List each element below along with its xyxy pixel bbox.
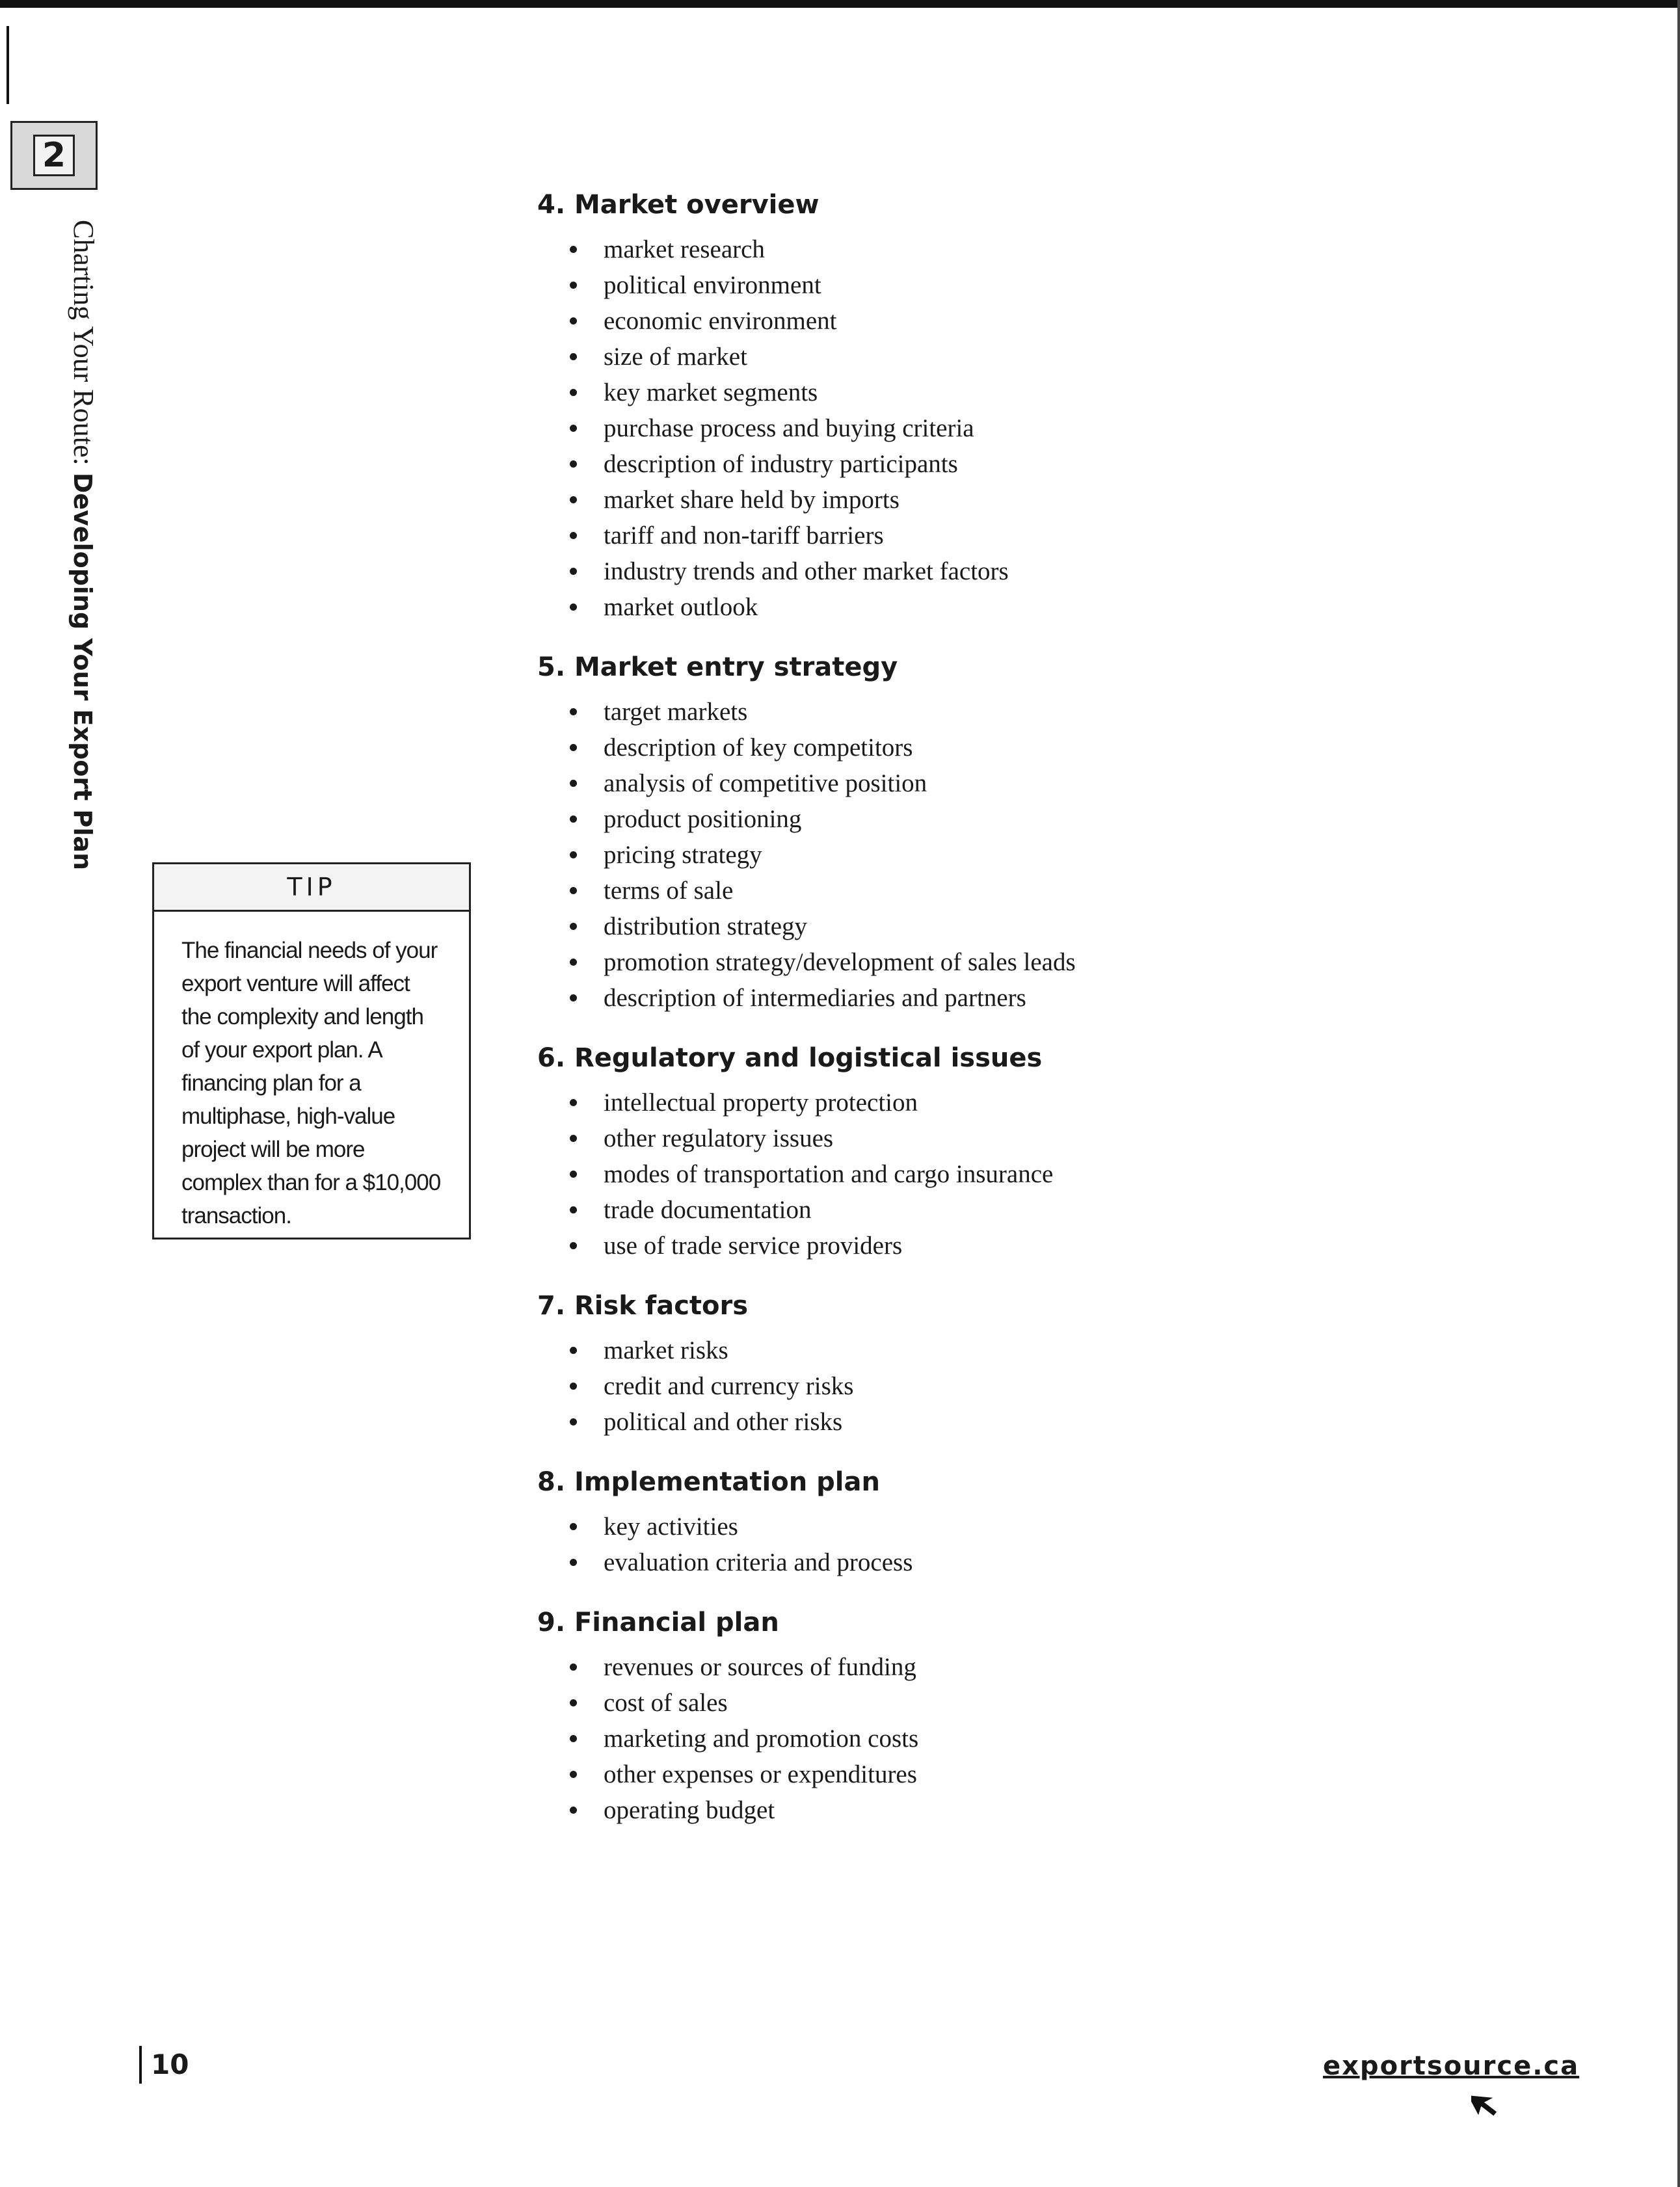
bullet-icon [570, 1171, 577, 1178]
list-item [570, 303, 1578, 339]
bullet-icon [570, 496, 577, 503]
bullet-list [537, 1649, 1578, 1828]
list-item [570, 232, 1578, 267]
list-item-text: modes of transportation and cargo insurance [604, 1160, 1054, 1188]
list-item-text: industry trends and other market factors [604, 557, 1009, 585]
bullet-icon [570, 1735, 577, 1742]
bullet-icon [570, 1099, 577, 1106]
bullet-icon [570, 815, 577, 823]
tip-body: The financial needs of your export venture will affect the complexity and length of your export plan. A financing plan for a multiphase, high-value project will be more complex than for a $10,000 transaction. [181, 938, 441, 1228]
list-item [570, 694, 1578, 730]
list-item-text: key market segments [604, 378, 818, 406]
list-item-text: evaluation criteria and process [604, 1548, 913, 1576]
bullet-icon [570, 1206, 577, 1213]
list-item-text: market research [604, 235, 765, 263]
bullet-icon [570, 923, 577, 930]
list-item [570, 944, 1578, 980]
bullet-icon [570, 708, 577, 715]
list-item [570, 1156, 1578, 1192]
list-item [570, 1120, 1578, 1156]
list-item-text: description of industry participants [604, 450, 958, 478]
bullet-icon [570, 780, 577, 787]
running-head-part-a: Charting Your Route: [68, 220, 100, 473]
list-item-text: credit and currency risks [604, 1372, 854, 1400]
list-item [570, 837, 1578, 873]
list-item-text: size of market [604, 343, 747, 371]
bullet-icon [570, 568, 577, 575]
list-item-text: description of key competitors [604, 734, 913, 762]
list-item [570, 1509, 1578, 1544]
bullet-icon [570, 1242, 577, 1249]
outline-content [537, 185, 1578, 1850]
list-item-text: distribution strategy [604, 912, 808, 940]
chapter-number: 2 [33, 135, 75, 176]
tip-box [152, 862, 471, 1239]
chapter-badge [10, 121, 98, 190]
list-item-text: market share held by imports [604, 486, 900, 514]
list-item-text: revenues or sources of funding [604, 1653, 916, 1681]
list-item [570, 589, 1578, 625]
outline-section [537, 185, 1578, 625]
bullet-icon [570, 282, 577, 289]
list-item [570, 375, 1578, 410]
outline-section [537, 1602, 1578, 1828]
list-item-text: tariff and non-tariff barriers [604, 522, 884, 550]
list-item-text: other expenses or expenditures [604, 1760, 917, 1788]
list-item-text: promotion strategy/development of sales leads [604, 948, 1076, 976]
bullet-icon [570, 603, 577, 611]
section-heading: 7. Risk factors [537, 1291, 749, 1321]
bullet-icon [570, 353, 577, 360]
list-item-text: description of intermediaries and partners [604, 984, 1026, 1012]
list-item [570, 1085, 1578, 1120]
list-item [570, 730, 1578, 765]
list-item [570, 518, 1578, 553]
list-item [570, 1685, 1578, 1721]
bullet-icon [570, 1523, 577, 1530]
bullet-list [537, 1085, 1578, 1264]
list-item-text: marketing and promotion costs [604, 1725, 919, 1753]
list-item [570, 1544, 1578, 1580]
bullet-icon [570, 1663, 577, 1671]
bullet-icon [570, 1418, 577, 1425]
bullet-icon [570, 1135, 577, 1142]
list-item [570, 873, 1578, 908]
bullet-icon [570, 460, 577, 468]
list-item-text: analysis of competitive position [604, 769, 927, 797]
bullet-icon [570, 851, 577, 858]
bullet-icon [570, 532, 577, 539]
list-item [570, 1332, 1578, 1368]
section-heading: 6. Regulatory and logistical issues [537, 1043, 1043, 1073]
bullet-list [537, 232, 1578, 625]
list-item [570, 267, 1578, 303]
list-item-text: intellectual property protection [604, 1089, 918, 1117]
bullet-list [537, 1332, 1578, 1440]
list-item-text: political environment [604, 271, 821, 299]
bullet-icon [570, 1347, 577, 1354]
bullet-icon [570, 425, 577, 432]
list-item-text: economic environment [604, 307, 837, 335]
page-number: 10 [139, 2046, 189, 2084]
right-border-rule [1677, 0, 1680, 2187]
list-item [570, 446, 1578, 482]
outline-section [537, 1462, 1578, 1580]
list-item [570, 1792, 1578, 1828]
list-item-text: key activities [604, 1513, 738, 1541]
list-item-text: cost of sales [604, 1689, 728, 1717]
list-item [570, 553, 1578, 589]
list-item [570, 1649, 1578, 1685]
running-head-part-b: Developing Your Export Plan [68, 472, 97, 871]
bullet-icon [570, 1771, 577, 1778]
list-item-text: market outlook [604, 593, 758, 621]
list-item [570, 908, 1578, 944]
bullet-icon [570, 246, 577, 253]
section-heading: 8. Implementation plan [537, 1467, 880, 1497]
list-item-text: terms of sale [604, 877, 734, 905]
section-heading: 4. Market overview [537, 190, 820, 220]
section-heading: 5. Market entry strategy [537, 652, 898, 682]
bullet-icon [570, 887, 577, 894]
website-link[interactable]: exportsource.ca [1323, 2051, 1580, 2081]
list-item [570, 801, 1578, 837]
bullet-icon [570, 1807, 577, 1814]
list-item-text: purchase process and buying criteria [604, 414, 974, 442]
outline-section [537, 1038, 1578, 1264]
list-item [570, 1368, 1578, 1404]
list-item [570, 980, 1578, 1016]
bullet-icon [570, 317, 577, 325]
list-item-text: target markets [604, 698, 748, 726]
outline-section [537, 1286, 1578, 1440]
list-item-text: operating budget [604, 1796, 775, 1824]
list-item [570, 1228, 1578, 1264]
running-head [69, 220, 98, 870]
list-item [570, 765, 1578, 801]
list-item-text: pricing strategy [604, 841, 762, 869]
tip-heading: TIP [154, 864, 469, 912]
bullet-icon [570, 1559, 577, 1566]
list-item [570, 1404, 1578, 1440]
list-item-text: market risks [604, 1336, 728, 1364]
bullet-icon [570, 389, 577, 396]
bullet-icon [570, 994, 577, 1001]
bullet-list [537, 694, 1578, 1016]
bullet-icon [570, 1383, 577, 1390]
section-heading: 9. Financial plan [537, 1608, 779, 1637]
list-item-text: product positioning [604, 805, 802, 833]
list-item-text: use of trade service providers [604, 1232, 903, 1260]
arrow-cursor-icon [1471, 2086, 1510, 2125]
list-item [570, 482, 1578, 518]
list-item [570, 339, 1578, 375]
outline-section [537, 647, 1578, 1016]
list-item [570, 1721, 1578, 1756]
bullet-list [537, 1509, 1578, 1580]
list-item [570, 410, 1578, 446]
list-item-text: trade documentation [604, 1196, 812, 1224]
left-margin-mark [7, 26, 9, 104]
bullet-icon [570, 1699, 577, 1706]
list-item-text: other regulatory issues [604, 1124, 834, 1152]
top-border-rule [0, 0, 1680, 8]
list-item [570, 1192, 1578, 1228]
bullet-icon [570, 744, 577, 751]
list-item-text: political and other risks [604, 1408, 843, 1436]
bullet-icon [570, 959, 577, 966]
list-item [570, 1756, 1578, 1792]
